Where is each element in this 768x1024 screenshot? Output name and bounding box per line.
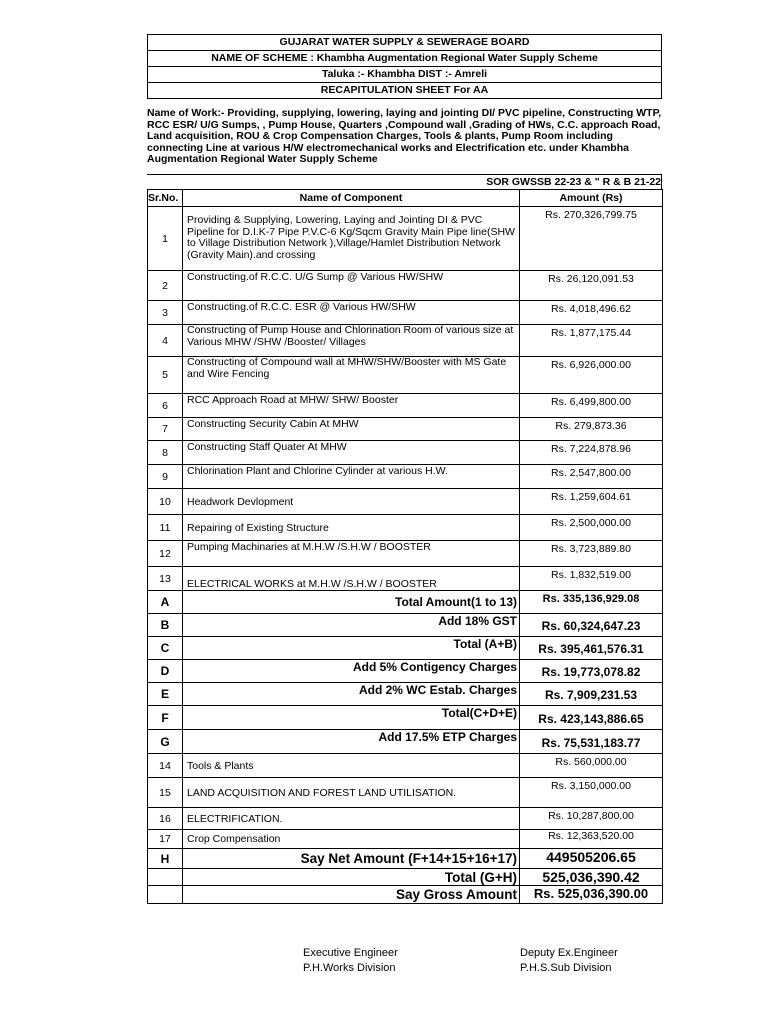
component-name: Headwork Devlopment xyxy=(183,489,520,515)
total-row xyxy=(148,660,663,683)
table-row xyxy=(148,754,663,778)
component-amount: Rs. 10,287,800.00 xyxy=(520,808,663,830)
total-amount: Rs. 7,909,231.53 xyxy=(520,683,663,706)
total-label: Add 17.5% ETP Charges xyxy=(183,730,520,754)
signature-right-office: P.H.S.Sub Division xyxy=(520,962,612,974)
sr-no: 9 xyxy=(148,465,183,489)
table-row xyxy=(148,778,663,808)
table-row xyxy=(148,207,663,271)
sr-no: 16 xyxy=(148,808,183,830)
net-sr: H xyxy=(148,849,183,869)
total-row xyxy=(148,637,663,660)
col-sr-header: Sr.No. xyxy=(148,190,183,207)
component-amount: Rs. 4,018,496.62 xyxy=(520,301,663,325)
total-sr: F xyxy=(148,706,183,730)
component-name: LAND ACQUISITION AND FOREST LAND UTILISATION. xyxy=(183,778,520,808)
sr-no: 14 xyxy=(148,754,183,778)
table-header-row xyxy=(148,190,663,207)
total-sr: E xyxy=(148,683,183,706)
col-amount-header: Amount (Rs) xyxy=(520,190,663,207)
component-name: Tools & Plants xyxy=(183,754,520,778)
table-row xyxy=(148,271,663,301)
total-amount: Rs. 19,773,078.82 xyxy=(520,660,663,683)
component-name: Repairing of Existing Structure xyxy=(183,515,520,541)
table-row xyxy=(148,541,663,567)
component-amount: Rs. 1,259,604.61 xyxy=(520,489,663,515)
total-label: Total Amount(1 to 13) xyxy=(183,591,520,614)
component-amount: Rs. 6,926,000.00 xyxy=(520,357,663,394)
location-line: Taluka :- Khambha DIST :- Amreli xyxy=(147,66,662,82)
component-name: Chlorination Plant and Chlorine Cylinder at various H.W. xyxy=(183,465,520,489)
sr-no: 17 xyxy=(148,830,183,849)
component-name: Constructing of Pump House and Chlorination Room of various size at Various MHW /SHW /Booster/ Villages xyxy=(183,325,520,357)
total-gh-row xyxy=(148,869,663,886)
signature-right xyxy=(520,946,618,976)
sr-no: 11 xyxy=(148,515,183,541)
sheet-title: RECAPITULATION SHEET For AA xyxy=(147,82,662,99)
total-amount: Rs. 335,136,929.08 xyxy=(520,591,663,614)
table-row xyxy=(148,441,663,465)
total-label: Add 2% WC Estab. Charges xyxy=(183,683,520,706)
component-name: Constructing of Compound wall at MHW/SHW/Booster with MS Gate and Wire Fencing xyxy=(183,357,520,394)
table-row xyxy=(148,325,663,357)
total-row xyxy=(148,591,663,614)
component-name: Pumping Machinaries at M.H.W /S.H.W / BOOSTER xyxy=(183,541,520,567)
sr-no: 8 xyxy=(148,441,183,465)
total-label: Total(C+D+E) xyxy=(183,706,520,730)
table-row xyxy=(148,357,663,394)
total-row xyxy=(148,730,663,754)
component-amount: Rs. 270,326,799.75 xyxy=(520,207,663,271)
total-amount: Rs. 423,143,886.65 xyxy=(520,706,663,730)
net-label: Say Net Amount (F+14+15+16+17) xyxy=(183,849,520,869)
component-amount: Rs. 560,000.00 xyxy=(520,754,663,778)
table-row xyxy=(148,808,663,830)
component-amount: Rs. 2,547,800.00 xyxy=(520,465,663,489)
gross-sr xyxy=(148,886,183,904)
table-row xyxy=(148,830,663,849)
component-amount: Rs. 2,500,000.00 xyxy=(520,515,663,541)
component-amount: Rs. 12,363,520.00 xyxy=(520,830,663,849)
sr-no: 2 xyxy=(148,271,183,301)
sr-no: 5 xyxy=(148,357,183,394)
total-amount: Rs. 395,461,576.31 xyxy=(520,637,663,660)
scheme-name: NAME OF SCHEME : Khambha Augmentation Regional Water Supply Scheme xyxy=(147,50,662,66)
total-label: Total (A+B) xyxy=(183,637,520,660)
signature-left-office: P.H.Works Division xyxy=(303,962,396,974)
total-sr: D xyxy=(148,660,183,683)
name-of-work: Name of Work:- Providing, supplying, lowering, laying and jointing DI/ PVC pipeline, Constructing WTP, RCC ESR/ U/G Sumps, , Pump House, Quarters ,Compound wall ,Grading of HWs, C.C. approach Road, Land acquisition, ROU & Crop Compensation Charges, Tools & plants, Pump Room including connecting Line at various H/W electromechanical works and Electrification etc. under Khambha Augmentation Regional Water Supply Scheme xyxy=(147,107,662,165)
table-row xyxy=(148,301,663,325)
table-row xyxy=(148,465,663,489)
total-gh-label: Total (G+H) xyxy=(183,869,520,886)
total-row xyxy=(148,683,663,706)
component-amount: Rs. 3,150,000.00 xyxy=(520,778,663,808)
board-title: GUJARAT WATER SUPPLY & SEWERAGE BOARD xyxy=(147,34,662,50)
sr-no: 13 xyxy=(148,567,183,591)
component-name: Constructing.of R.C.C. ESR @ Various HW/SHW xyxy=(183,301,520,325)
component-amount: Rs. 6,499,800.00 xyxy=(520,394,663,418)
sr-no: 4 xyxy=(148,325,183,357)
gross-amount: Rs. 525,036,390.00 xyxy=(520,886,663,904)
total-label: Add 5% Contigency Charges xyxy=(183,660,520,683)
total-gh-sr xyxy=(148,869,183,886)
total-sr: C xyxy=(148,637,183,660)
total-sr: A xyxy=(148,591,183,614)
table-row xyxy=(148,567,663,591)
recap-table xyxy=(147,189,663,904)
table-row xyxy=(148,489,663,515)
component-name: Constructing Security Cabin At MHW xyxy=(183,418,520,441)
component-amount: Rs. 7,224,878.96 xyxy=(520,441,663,465)
sr-no: 12 xyxy=(148,541,183,567)
signature-right-title: Deputy Ex.Engineer xyxy=(520,947,618,959)
sr-no: 10 xyxy=(148,489,183,515)
component-amount: Rs. 1,877,175.44 xyxy=(520,325,663,357)
total-row xyxy=(148,614,663,637)
signature-left-title: Executive Engineer xyxy=(303,947,398,959)
total-sr: B xyxy=(148,614,183,637)
signature-left xyxy=(303,946,398,976)
table-row xyxy=(148,418,663,441)
sr-no: 6 xyxy=(148,394,183,418)
gross-label: Say Gross Amount xyxy=(183,886,520,904)
component-name: RCC Approach Road at MHW/ SHW/ Booster xyxy=(183,394,520,418)
total-sr: G xyxy=(148,730,183,754)
component-name: Providing & Supplying, Lowering, Laying and Jointing DI & PVC Pipeline for D.I.K-7 Pipe P.V.C-6 Kg/Sqcm Gravity Main Pipe line(SHW to Village Distribution Network ),Village/Hamlet Distribution Network (Gravity Main).and crossing xyxy=(183,207,520,271)
component-amount: Rs. 26,120,091.53 xyxy=(520,271,663,301)
recapitulation-sheet xyxy=(147,34,662,904)
component-amount: Rs. 1,832,519.00 xyxy=(520,567,663,591)
total-amount: Rs. 60,324,647.23 xyxy=(520,614,663,637)
net-amount-row xyxy=(148,849,663,869)
gross-amount-row xyxy=(148,886,663,904)
component-amount: Rs. 3,723,889.80 xyxy=(520,541,663,567)
total-label: Add 18% GST xyxy=(183,614,520,637)
total-amount: Rs. 75,531,183.77 xyxy=(520,730,663,754)
sr-no: 3 xyxy=(148,301,183,325)
sr-no: 15 xyxy=(148,778,183,808)
table-row xyxy=(148,515,663,541)
total-gh-amount: 525,036,390.42 xyxy=(520,869,663,886)
table-row xyxy=(148,394,663,418)
col-component-header: Name of Component xyxy=(183,190,520,207)
net-amount: 449505206.65 xyxy=(520,849,663,869)
component-name: Constructing.of R.C.C. U/G Sump @ Various HW/SHW xyxy=(183,271,520,301)
component-name: Crop Compensation xyxy=(183,830,520,849)
component-name: ELECTRIFICATION. xyxy=(183,808,520,830)
component-name: Constructing Staff Quater At MHW xyxy=(183,441,520,465)
component-amount: Rs. 279,873.36 xyxy=(520,418,663,441)
sr-no: 7 xyxy=(148,418,183,441)
sor-note: SOR GWSSB 22-23 & " R & B 21-22 xyxy=(147,174,662,189)
sr-no: 1 xyxy=(148,207,183,271)
total-row xyxy=(148,706,663,730)
component-name: ELECTRICAL WORKS at M.H.W /S.H.W / BOOSTER xyxy=(183,567,520,591)
